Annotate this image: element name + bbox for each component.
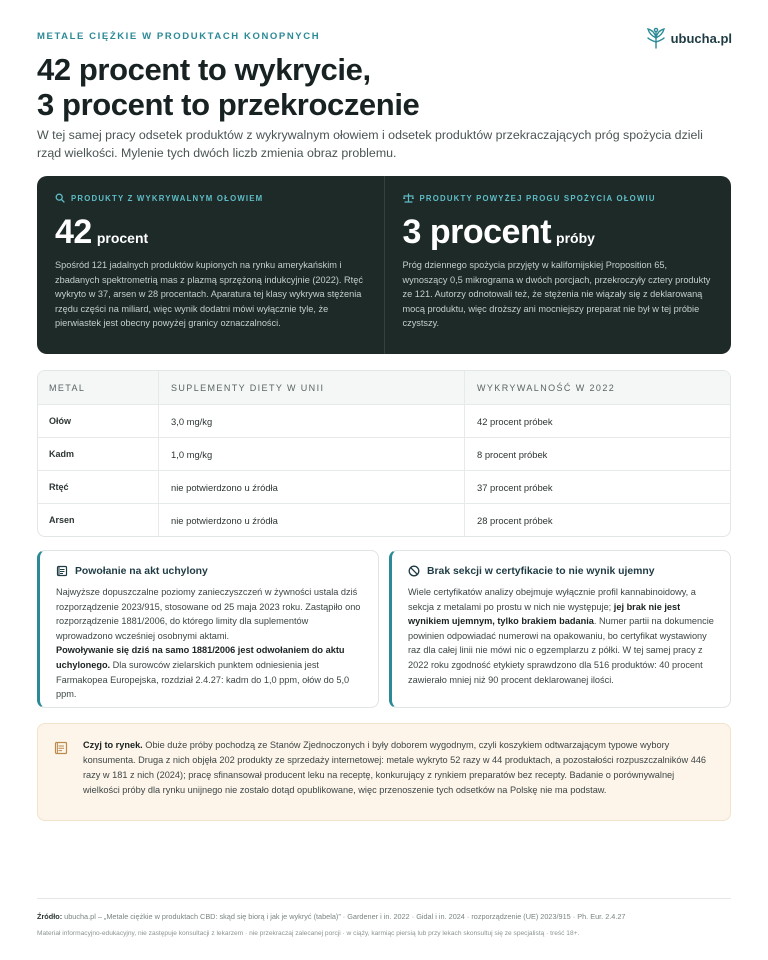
limits-table: [37, 370, 731, 537]
cell-eu: 1,0 mg/kg: [171, 448, 213, 460]
table-row: [38, 437, 730, 470]
market-note-bold: Czyj to rynek.: [83, 740, 143, 750]
column-divider: [158, 438, 159, 470]
stats-panel: [37, 176, 731, 354]
title-line-2: 3 procent to przekroczenie: [37, 87, 420, 122]
footer-divider: [37, 898, 731, 899]
stat-detected-label: PRODUKTY Z WYKRYWALNYM OŁOWIEM: [71, 193, 264, 203]
footer-source: [37, 912, 737, 921]
table-row: [38, 503, 730, 536]
column-divider: [464, 371, 465, 404]
table-row: [38, 404, 730, 437]
market-note: [37, 723, 731, 821]
stat-detected-unit: procent: [96, 230, 149, 246]
certificate-bold: jej brak nie jest wynikiem ujemnym, tylko brakiem badania: [408, 601, 681, 627]
stat-exceeded: [384, 176, 732, 354]
title-line-1: 42 procent to wykrycie,: [37, 52, 371, 87]
footer-source-label: Źródło:: [37, 912, 63, 921]
cell-metal: Arsen: [49, 515, 75, 525]
cell-metal: Ołów: [49, 416, 71, 426]
cell-eu: nie potwierdzono u źródła: [171, 481, 278, 493]
cell-metal: Rtęć: [49, 482, 69, 492]
table-header-row: [38, 371, 730, 404]
repealed-act-heading: [56, 565, 364, 577]
table-row: [38, 470, 730, 503]
search-icon: [55, 193, 65, 203]
footer-source-text: ubucha.pl – „Metale ciężkie w produktach CBD: skąd się biorą i jak je wykryć (tabela)” · Gardener i in. 2022 · Gidal i in. 2024 · rozporządzenie (UE) 2023/915 · Ph. Eur. 2.4.27: [62, 912, 626, 921]
scale-icon: [403, 193, 414, 203]
cell-metal: Kadm: [49, 449, 75, 459]
certificate-title: Brak sekcji w certyfikacie to nie wynik ujemny: [427, 565, 655, 577]
logo-text: ubucha.pl: [670, 30, 732, 46]
prohibited-icon: [408, 565, 420, 577]
cell-detect: 42 procent próbek: [477, 415, 553, 427]
repealed-act-bold: Powoływanie się dziś na samo 1881/2006 jest odwołaniem do aktu uchylonego.: [56, 645, 345, 670]
table-header-detect: WYKRYWALNOŚĆ W 2022: [477, 382, 616, 393]
stat-detected-text: Spośród 121 jadalnych produktów kupionych na rynku amerykańskim i zbadanych spektrometrią mas z plazmą sprzężoną indukcyjnie (2022). Rtęć wykryto w 37, arsen w 28 procentach. Aparatura tej klasy wykrywa stężenia rzędu części na miliard, więc wynik dodatni mówi wyłącznie tyle, że pierwiastek jest obecny powyżej granicy oznaczalności.: [55, 260, 363, 328]
stat-exceeded-eyebrow: [403, 193, 714, 203]
column-divider: [158, 504, 159, 536]
note-icon: [54, 741, 68, 760]
column-divider: [464, 405, 465, 437]
cell-eu: nie potwierdzono u źródła: [171, 514, 278, 526]
stat-exceeded-label: PRODUKTY POWYŻEJ PROGU SPOŻYCIA OŁOWIU: [419, 193, 656, 203]
stat-detected-number: 42: [55, 213, 92, 251]
column-divider: [158, 371, 159, 404]
repealed-act-title: Powołanie na akt uchylony: [75, 565, 208, 577]
repealed-act-text-1: Najwyższe dopuszczalne poziomy zanieczyszczeń w żywności ustala dziś rozporządzenie 2023/915, stosowane od 25 maja 2023 roku. Zastąpiło ono rozporządzenie 1881/2006, do którego limity dla suplementów wprowadzono wcześniej osobnymi aktami.: [56, 587, 361, 641]
cell-detect: 28 procent próbek: [477, 514, 553, 526]
cell-eu: 3,0 mg/kg: [171, 415, 213, 427]
table-header-eu: SUPLEMENTY DIETY W UNII: [171, 382, 325, 393]
table-header-metal: METAL: [49, 382, 86, 393]
stat-exceeded-number: 3 procent: [402, 213, 552, 251]
column-divider: [158, 405, 159, 437]
certificate-body: [408, 585, 716, 687]
market-note-body: Obie duże próby pochodzą ze Stanów Zjednoczonych i były doborem wygodnym, czyli koszykiem odtwarzającym typowe wybory konsumenta. Druga z nich objęła 202 produkty ze sprzedaży internetowej: metale wykryto 52 razy w 44 produktach, a pozostałości rozpuszczalników 446 razy w 181 z nich (2024); pracę sfinansował producent leku na receptę, konkurujący z rynkiem preparatów bez recepty. Badanie o porównywalnej wielkości próby dla rynku unijnego nie zostało dotąd opublikowane, więc przenoszenie tych odsetków na Polskę nie ma podstaw.: [83, 740, 707, 795]
cell-detect: 8 procent próbek: [477, 448, 548, 460]
cell-detect: 37 procent próbek: [477, 481, 553, 493]
site-logo[interactable]: [646, 26, 732, 50]
hemp-leaf-icon: [646, 26, 666, 50]
certificate-text-2: . Numer partii na dokumencie powinien odpowiadać numerowi na opakowaniu, bo certyfikat wystawiony raz dla całej linii nie mówi nic o egzemplarzu z półki. W tej samej pracy z 2022 roku zgodność etykiety sprawdzono dla 516 produktów: 40 procent zawierało mniej niż 90 procent deklarowanej ilości.: [408, 616, 714, 685]
column-divider: [464, 471, 465, 503]
repealed-act-body: [56, 585, 364, 702]
repealed-act-text-2: Dla surowców zielarskich punktem odniesienia jest Farmakopea Europejska, rozdział 2.4.27: kadm do 1,0 ppm, ołów do 5,0 ppm.: [56, 659, 350, 700]
column-divider: [158, 471, 159, 503]
stat-detected: [37, 176, 384, 354]
lead-paragraph: W tej samej pracy odsetek produktów z wykrywalnym ołowiem i odsetek produktów przekraczających próg spożycia dzieli rząd wielkości. Mylenie tych dwóch liczb zmienia obraz problemu.: [37, 128, 703, 160]
stat-exceeded-text: Próg dziennego spożycia przyjęty w kalifornijskiej Proposition 65, wynoszący 0,5 mikrograma w dwóch porcjach, przekroczyły cztery produkty ze 121. Autorzy odnotowali też, że stężenia nie wiązały się z deklarowaną mocą produktu, więc droższy ani mocniejszy preparat nie był w tej próbie czystszy.: [402, 260, 711, 328]
certificate-card: [389, 550, 731, 708]
column-divider: [464, 438, 465, 470]
stat-exceeded-unit: próby: [556, 230, 595, 246]
section-eyebrow: METALE CIĘŻKIE W PRODUKTACH KONOPNYCH: [37, 31, 321, 42]
stat-exceeded-value: [403, 214, 714, 250]
repealed-act-card: [37, 550, 379, 708]
stat-detected-eyebrow: [55, 193, 366, 203]
stat-detected-value: [55, 214, 366, 250]
page-title: [37, 52, 697, 122]
certificate-text-1: Wiele certyfikatów analizy obejmuje wyłącznie profil kannabinoidowy, a sekcja z metalami po prostu w nich nie występuje;: [408, 587, 696, 612]
footer-disclaimer: Materiał informacyjno-edukacyjny, nie zastępuje konsultacji z lekarzem · nie przekraczaj zalecanej porcji · w ciąży, karmiąc piersią lub przy lekach skonsultuj się ze specjalistą · treść 18+.: [37, 930, 580, 937]
column-divider: [464, 504, 465, 536]
document-icon: [56, 565, 68, 577]
certificate-heading: [408, 565, 716, 577]
market-note-text: [83, 738, 708, 798]
